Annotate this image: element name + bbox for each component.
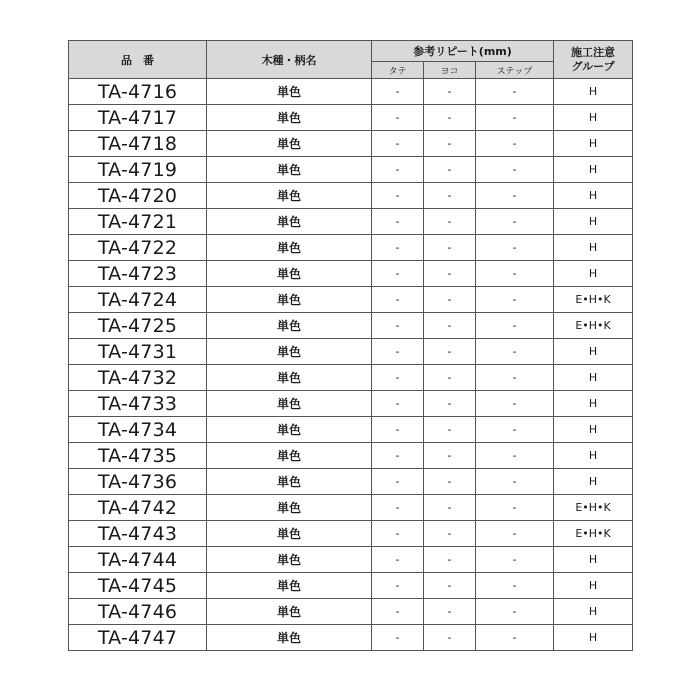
repeat-step-cell: -	[476, 235, 554, 261]
repeat-tate-cell: -	[372, 131, 424, 157]
construction-group-cell: H	[554, 339, 633, 365]
repeat-tate-cell: -	[372, 469, 424, 495]
repeat-yoko-cell: -	[424, 287, 476, 313]
table-row	[69, 417, 633, 443]
product-code-cell: TA-4718	[69, 131, 207, 157]
construction-group-cell: E•H•K	[554, 287, 633, 313]
header-row-main	[69, 41, 633, 62]
repeat-yoko-cell: -	[424, 157, 476, 183]
repeat-tate-cell: -	[372, 443, 424, 469]
table-row	[69, 547, 633, 573]
header-product-no: 品 番	[69, 41, 207, 79]
repeat-tate-cell: -	[372, 365, 424, 391]
pattern-name-cell: 単色	[207, 573, 372, 599]
product-code-cell: TA-4745	[69, 573, 207, 599]
repeat-yoko-cell: -	[424, 443, 476, 469]
repeat-step-cell: -	[476, 313, 554, 339]
repeat-yoko-cell: -	[424, 469, 476, 495]
table-row	[69, 339, 633, 365]
repeat-step-cell: -	[476, 469, 554, 495]
repeat-step-cell: -	[476, 209, 554, 235]
table-row	[69, 131, 633, 157]
table-header	[69, 41, 633, 79]
repeat-step-cell: -	[476, 495, 554, 521]
product-code-cell: TA-4732	[69, 365, 207, 391]
repeat-yoko-cell: -	[424, 105, 476, 131]
table-row	[69, 157, 633, 183]
repeat-yoko-cell: -	[424, 625, 476, 651]
repeat-step-cell: -	[476, 547, 554, 573]
repeat-step-cell: -	[476, 105, 554, 131]
repeat-tate-cell: -	[372, 313, 424, 339]
construction-group-cell: H	[554, 105, 633, 131]
repeat-step-cell: -	[476, 365, 554, 391]
construction-group-cell: H	[554, 183, 633, 209]
repeat-step-cell: -	[476, 391, 554, 417]
repeat-tate-cell: -	[372, 573, 424, 599]
construction-group-cell: H	[554, 209, 633, 235]
construction-group-cell: H	[554, 547, 633, 573]
repeat-step-cell: -	[476, 261, 554, 287]
table-body	[69, 79, 633, 651]
table-row	[69, 391, 633, 417]
pattern-name-cell: 単色	[207, 287, 372, 313]
pattern-name-cell: 単色	[207, 209, 372, 235]
table-row	[69, 183, 633, 209]
header-wood-pattern: 木種・柄名	[207, 41, 372, 79]
repeat-step-cell: -	[476, 573, 554, 599]
pattern-name-cell: 単色	[207, 443, 372, 469]
construction-group-cell: E•H•K	[554, 313, 633, 339]
repeat-step-cell: -	[476, 521, 554, 547]
repeat-tate-cell: -	[372, 391, 424, 417]
construction-group-cell: H	[554, 235, 633, 261]
construction-group-cell: H	[554, 261, 633, 287]
product-code-cell: TA-4746	[69, 599, 207, 625]
header-yoko: ヨコ	[424, 62, 476, 79]
product-code-cell: TA-4720	[69, 183, 207, 209]
pattern-name-cell: 単色	[207, 599, 372, 625]
pattern-name-cell: 単色	[207, 417, 372, 443]
repeat-yoko-cell: -	[424, 313, 476, 339]
construction-group-cell: H	[554, 443, 633, 469]
table-row	[69, 599, 633, 625]
product-spec-table	[68, 40, 633, 651]
repeat-yoko-cell: -	[424, 365, 476, 391]
product-code-cell: TA-4735	[69, 443, 207, 469]
repeat-tate-cell: -	[372, 625, 424, 651]
pattern-name-cell: 単色	[207, 235, 372, 261]
header-group-line1: 施工注意	[571, 45, 616, 59]
construction-group-cell: E•H•K	[554, 495, 633, 521]
header-group-line2: グループ	[571, 59, 615, 73]
product-code-cell: TA-4723	[69, 261, 207, 287]
product-code-cell: TA-4731	[69, 339, 207, 365]
construction-group-cell: H	[554, 391, 633, 417]
pattern-name-cell: 単色	[207, 547, 372, 573]
pattern-name-cell: 単色	[207, 313, 372, 339]
repeat-step-cell: -	[476, 79, 554, 105]
pattern-name-cell: 単色	[207, 105, 372, 131]
product-code-cell: TA-4734	[69, 417, 207, 443]
pattern-name-cell: 単色	[207, 391, 372, 417]
repeat-tate-cell: -	[372, 495, 424, 521]
repeat-yoko-cell: -	[424, 79, 476, 105]
table-row	[69, 495, 633, 521]
product-code-cell: TA-4747	[69, 625, 207, 651]
product-code-cell: TA-4736	[69, 469, 207, 495]
product-code-cell: TA-4717	[69, 105, 207, 131]
construction-group-cell: H	[554, 625, 633, 651]
repeat-yoko-cell: -	[424, 183, 476, 209]
pattern-name-cell: 単色	[207, 365, 372, 391]
product-code-cell: TA-4725	[69, 313, 207, 339]
repeat-step-cell: -	[476, 443, 554, 469]
repeat-tate-cell: -	[372, 105, 424, 131]
repeat-yoko-cell: -	[424, 495, 476, 521]
pattern-name-cell: 単色	[207, 157, 372, 183]
table-row	[69, 79, 633, 105]
table-row	[69, 209, 633, 235]
repeat-yoko-cell: -	[424, 235, 476, 261]
product-code-cell: TA-4724	[69, 287, 207, 313]
table-row	[69, 573, 633, 599]
repeat-yoko-cell: -	[424, 521, 476, 547]
construction-group-cell: H	[554, 573, 633, 599]
table-row	[69, 235, 633, 261]
product-code-cell: TA-4722	[69, 235, 207, 261]
repeat-yoko-cell: -	[424, 339, 476, 365]
header-tate: タテ	[372, 62, 424, 79]
header-repeat: 参考リピート(mm)	[372, 41, 554, 62]
repeat-step-cell: -	[476, 287, 554, 313]
product-code-cell: TA-4743	[69, 521, 207, 547]
repeat-tate-cell: -	[372, 261, 424, 287]
table-row	[69, 625, 633, 651]
table-row	[69, 469, 633, 495]
construction-group-cell: H	[554, 157, 633, 183]
repeat-tate-cell: -	[372, 183, 424, 209]
construction-group-cell: H	[554, 79, 633, 105]
table-row	[69, 287, 633, 313]
pattern-name-cell: 単色	[207, 625, 372, 651]
pattern-name-cell: 単色	[207, 79, 372, 105]
product-code-cell: TA-4716	[69, 79, 207, 105]
construction-group-cell: E•H•K	[554, 521, 633, 547]
repeat-tate-cell: -	[372, 521, 424, 547]
table-row	[69, 261, 633, 287]
repeat-yoko-cell: -	[424, 599, 476, 625]
repeat-step-cell: -	[476, 339, 554, 365]
construction-group-cell: H	[554, 469, 633, 495]
repeat-tate-cell: -	[372, 157, 424, 183]
pattern-name-cell: 単色	[207, 521, 372, 547]
pattern-name-cell: 単色	[207, 339, 372, 365]
repeat-tate-cell: -	[372, 547, 424, 573]
product-code-cell: TA-4719	[69, 157, 207, 183]
repeat-yoko-cell: -	[424, 209, 476, 235]
repeat-tate-cell: -	[372, 209, 424, 235]
repeat-tate-cell: -	[372, 339, 424, 365]
repeat-step-cell: -	[476, 625, 554, 651]
product-code-cell: TA-4721	[69, 209, 207, 235]
repeat-step-cell: -	[476, 131, 554, 157]
header-construction-group	[554, 41, 633, 79]
product-code-cell: TA-4744	[69, 547, 207, 573]
table-row	[69, 105, 633, 131]
pattern-name-cell: 単色	[207, 495, 372, 521]
pattern-name-cell: 単色	[207, 261, 372, 287]
construction-group-cell: H	[554, 599, 633, 625]
repeat-tate-cell: -	[372, 417, 424, 443]
table-row	[69, 521, 633, 547]
pattern-name-cell: 単色	[207, 131, 372, 157]
repeat-step-cell: -	[476, 183, 554, 209]
construction-group-cell: H	[554, 131, 633, 157]
construction-group-cell: H	[554, 365, 633, 391]
table-row	[69, 365, 633, 391]
repeat-step-cell: -	[476, 599, 554, 625]
table-row	[69, 313, 633, 339]
repeat-tate-cell: -	[372, 235, 424, 261]
pattern-name-cell: 単色	[207, 469, 372, 495]
table-row	[69, 443, 633, 469]
repeat-yoko-cell: -	[424, 261, 476, 287]
product-code-cell: TA-4742	[69, 495, 207, 521]
repeat-step-cell: -	[476, 157, 554, 183]
product-code-cell: TA-4733	[69, 391, 207, 417]
repeat-tate-cell: -	[372, 287, 424, 313]
pattern-name-cell: 単色	[207, 183, 372, 209]
repeat-yoko-cell: -	[424, 131, 476, 157]
header-step: ステップ	[476, 62, 554, 79]
repeat-yoko-cell: -	[424, 573, 476, 599]
construction-group-cell: H	[554, 417, 633, 443]
repeat-step-cell: -	[476, 417, 554, 443]
repeat-yoko-cell: -	[424, 417, 476, 443]
repeat-yoko-cell: -	[424, 391, 476, 417]
repeat-tate-cell: -	[372, 79, 424, 105]
repeat-tate-cell: -	[372, 599, 424, 625]
repeat-yoko-cell: -	[424, 547, 476, 573]
